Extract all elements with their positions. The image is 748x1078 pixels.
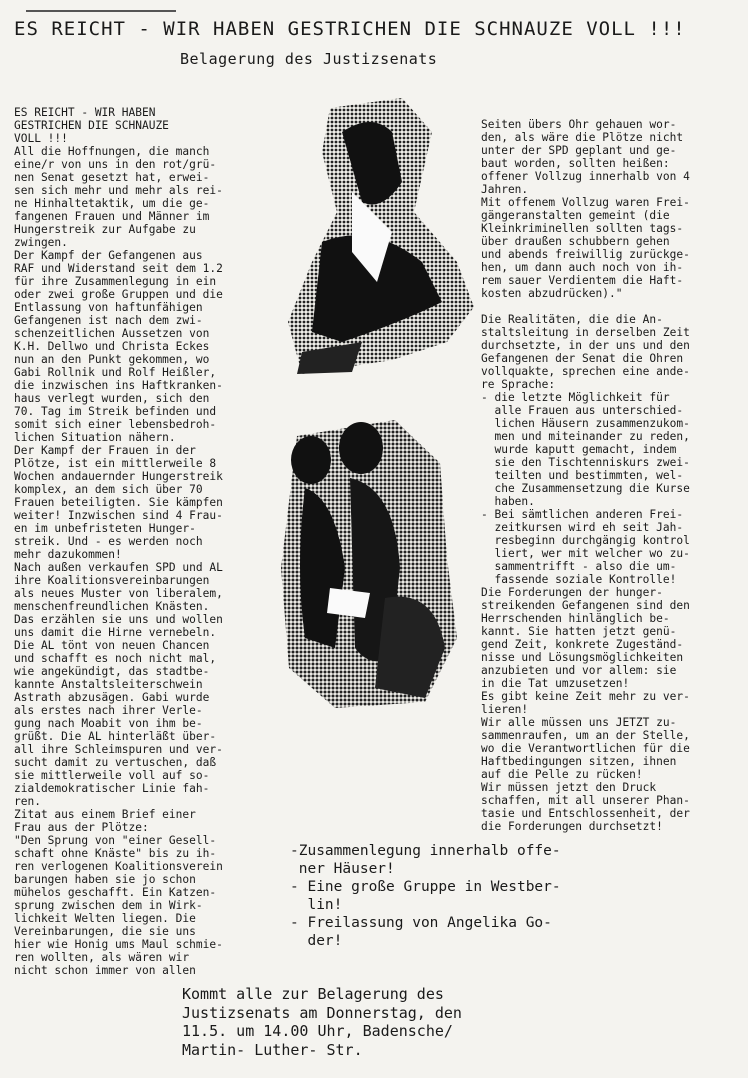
text-line: auf die Pelle zu rücken! <box>481 768 643 781</box>
text-line: ren verlogenen Koalitionsverein <box>14 860 223 873</box>
text-line: sucht damit zu vertuschen, daß <box>14 756 217 769</box>
text-line: GESTRICHEN DIE SCHNAUZE <box>14 119 169 132</box>
text-line: - Bei sämtlichen anderen Frei- <box>481 508 684 521</box>
text-line: Frauen beteiligten. Sie kämpfen <box>14 496 223 509</box>
text-line: kosten abzudrücken)." <box>481 287 623 300</box>
text-line: all ihre Schleimspuren und ver- <box>14 743 223 756</box>
demands-list <box>290 806 561 968</box>
text-line: wo die Verantwortlichen für die <box>481 742 690 755</box>
text-line: lichen Situation nähern. <box>14 431 176 444</box>
text-line: schaffen, mit all unserer Phan- <box>481 794 690 807</box>
text-line: mühelos geschafft. Ein Katzen- <box>14 886 217 899</box>
text-line: gend Zeit, konkrete Zugeständ- <box>481 638 684 651</box>
text-line: gängeranstalten gemeint (die <box>481 209 670 222</box>
text-line: somit sich einer lebensbedroh- <box>14 418 217 431</box>
text-line: nun an den Punkt gekommen, wo <box>14 353 210 366</box>
text-line: fangenen Frauen und Männer im <box>14 210 210 223</box>
text-line: kannte Anstaltsleiterschwein <box>14 678 203 691</box>
text-line: sprung zwischen dem in Wirk- <box>14 899 203 912</box>
text-line: die inzwischen ins Haftkranken- <box>14 379 223 392</box>
text-line: Jahren. <box>481 183 529 196</box>
text-line: lichen Häusern zusammenzukom- <box>481 417 690 430</box>
text-line: Plötze, ist ein mittlerweile 8 <box>14 457 217 470</box>
text-line: liert, wer mit welcher wo zu- <box>481 547 690 560</box>
text-line: staltsleitung in derselben Zeit <box>481 326 690 339</box>
text-line: baut worden, sollten heißen: <box>481 157 670 170</box>
text-line: Gefangenen der Senat die Ohren <box>481 352 684 365</box>
text-line: sammentrifft - also die um- <box>481 560 677 573</box>
text-line: hier wie Honig ums Maul schmie- <box>14 938 223 951</box>
text-line: als erstes nach ihrer Verle- <box>14 704 203 717</box>
headline: ES REICHT - WIR HABEN GESTRICHEN DIE SCHNAUZE VOLL !!! <box>14 18 686 40</box>
text-line: - die letzte Möglichkeit für <box>481 391 670 404</box>
subtitle: Belagerung des Justizsenats <box>180 50 438 68</box>
text-line: wie angekündigt, das stadtbe- <box>14 665 210 678</box>
scan-edge-mark <box>6 0 306 5</box>
photo-seated-figures <box>275 418 465 710</box>
text-line: oder zwei große Gruppen und die <box>14 288 223 301</box>
text-line <box>481 300 690 313</box>
text-line: nicht schon immer von allen <box>14 964 196 977</box>
text-line: Gefangenen ist nach dem zwi- <box>14 314 203 327</box>
text-line: weiter! Inzwischen sind 4 Frau- <box>14 509 223 522</box>
text-line: unter der SPD geplant und ge- <box>481 144 677 157</box>
text-line: Vereinbarungen, die sie uns <box>14 925 196 938</box>
text-line: und schafft es noch nicht mal, <box>14 652 217 665</box>
text-line: kannt. Sie hatten jetzt genü- <box>481 625 677 638</box>
text-line: Wir alle müssen uns JETZT zu- <box>481 716 677 729</box>
text-line: ihre Koalitionsvereinbarungen <box>14 574 210 587</box>
text-line: schenzeitlichen Aussetzen von <box>14 327 210 340</box>
text-line: K.H. Dellwo und Christa Eckes <box>14 340 210 353</box>
text-line: sie den Tischtenniskurs zwei- <box>481 456 690 469</box>
text-line: Astrath abzusägen. Gabi wurde <box>14 691 210 704</box>
text-line: fassende soziale Kontrolle! <box>481 573 677 586</box>
text-line: als neues Muster von liberalem, <box>14 587 223 600</box>
photo-running-figure <box>282 92 482 382</box>
text-line: zwingen. <box>14 236 68 249</box>
callout-line: Justizsenats am Donnerstag, den <box>182 1003 462 1022</box>
text-line: Nach außen verkaufen SPD und AL <box>14 561 223 574</box>
text-line: die Forderungen durchsetzt! <box>481 820 663 833</box>
text-line: für ihre Zusammenlegung in ein <box>14 275 217 288</box>
text-line: "Den Sprung von "einer Gesell- <box>14 834 217 847</box>
text-line: en im unbefristeten Hunger- <box>14 522 196 535</box>
text-line: RAF und Widerstand seit dem 1.2 <box>14 262 223 275</box>
text-line: Der Kampf der Gefangenen aus <box>14 249 203 262</box>
text-line: hen, um dann auch noch von ih- <box>481 261 684 274</box>
text-line: ren. <box>14 795 41 808</box>
callout-line: Martin- Luther- Str. <box>182 1040 363 1059</box>
text-line: teilten und bestimmten, wel- <box>481 469 684 482</box>
demand-line: der! <box>290 933 343 949</box>
text-line: Frau aus der Plötze: <box>14 821 149 834</box>
text-line: rem sauer Verdientem die Haft- <box>481 274 684 287</box>
text-line: Wir müssen jetzt den Druck <box>481 781 657 794</box>
text-line: re Sprache: <box>481 378 556 391</box>
demand-line: - Eine große Gruppe in Westber- <box>290 879 561 895</box>
callout-line: 11.5. um 14.00 Uhr, Badensche/ <box>182 1022 453 1040</box>
text-line: alle Frauen aus unterschied- <box>481 404 684 417</box>
demand-line: lin! <box>290 897 343 913</box>
right-column <box>481 92 690 846</box>
text-line: uns damit die Hirne vernebeln. <box>14 626 217 639</box>
text-line: sie mittlerweile voll auf so- <box>14 769 210 782</box>
text-line: VOLL !!! <box>14 132 68 145</box>
text-line: Der Kampf der Frauen in der <box>14 444 196 457</box>
text-line: 70. Tag im Streik befinden und <box>14 405 217 418</box>
text-line: gung nach Moabit von ihm be- <box>14 717 203 730</box>
text-line: zeitkursen wird eh seit Jah- <box>481 521 684 534</box>
text-line: Zitat aus einem Brief einer <box>14 808 196 821</box>
text-line: lichkeit Welten liegen. Die <box>14 912 196 925</box>
text-line: eine/r von uns in den rot/grü- <box>14 158 217 171</box>
text-line: nen Senat gesetzt hat, erwei- <box>14 171 210 184</box>
text-line: menschenfreundlichen Knästen. <box>14 600 210 613</box>
text-line: men und miteinander zu reden, <box>481 430 690 443</box>
text-line: Herrschenden hinlänglich be- <box>481 612 670 625</box>
text-line: durchsetzte, in der uns und den <box>481 339 690 352</box>
text-line: mehr dazukommen! <box>14 548 122 561</box>
text-line: den, als wäre die Plötze nicht <box>481 131 684 144</box>
text-line: komplex, an dem sich über 70 <box>14 483 203 496</box>
text-line: Hungerstreik zur Aufgabe zu <box>14 223 196 236</box>
text-line: schaft ohne Knäste" bis zu ih- <box>14 847 217 860</box>
text-line: resbeginn durchgängig kontrol <box>481 534 690 547</box>
text-line: anzubieten und vor allem: sie <box>481 664 677 677</box>
callout-line: Kommt alle zur Belagerung des <box>182 985 444 1003</box>
text-line: Wochen andauernder Hungerstreik <box>14 470 223 483</box>
text-line: lieren! <box>481 703 529 716</box>
text-line: All die Hoffnungen, die manch <box>14 145 210 158</box>
text-line: che Zusammensetzung die Kurse <box>481 482 690 495</box>
text-line: Seiten übers Ohr gehauen wor- <box>481 118 677 131</box>
text-line: Das erzählen sie uns und wollen <box>14 613 223 626</box>
text-line: Die Forderungen der hunger- <box>481 586 663 599</box>
demand-line: - Freilassung von Angelika Go- <box>290 915 552 931</box>
text-line: Mit offenem Vollzug waren Frei- <box>481 196 690 209</box>
text-line: vollquakte, sprechen eine ande- <box>481 365 690 378</box>
text-line: nisse und Lösungsmöglichkeiten <box>481 651 684 664</box>
text-line: und abends freiwillig zurückge- <box>481 248 690 261</box>
text-line: Kleinkriminellen sollten tags- <box>481 222 684 235</box>
text-line: tasie und Entschlossenheit, der <box>481 807 690 820</box>
text-line: grüßt. Die AL hinterläßt über- <box>14 730 217 743</box>
text-line: ES REICHT - WIR HABEN <box>14 106 156 119</box>
text-line: ren wollten, als wären wir <box>14 951 190 964</box>
text-line: Die AL tönt von neuen Chancen <box>14 639 210 652</box>
text-line: zialdemokratischer Linie fah- <box>14 782 210 795</box>
text-line: offener Vollzug innerhalb von 4 <box>481 170 690 183</box>
text-line: Haftbedingungen sitzen, ihnen <box>481 755 677 768</box>
demand-line: ner Häuser! <box>290 861 395 877</box>
text-line: Gabi Rollnik und Rolf Heißler, <box>14 366 217 379</box>
text-line: ne Hinhaltetaktik, um die ge- <box>14 197 210 210</box>
text-line: wurde kaputt gemacht, indem <box>481 443 677 456</box>
text-line: über draußen schubbern gehen <box>481 235 670 248</box>
text-line: sen sich mehr und mehr als rei- <box>14 184 223 197</box>
event-callout <box>182 948 462 1078</box>
text-line: Es gibt keine Zeit mehr zu ver- <box>481 690 690 703</box>
text-line: haus verlegt wurden, sich den <box>14 392 210 405</box>
demand-line: -Zusammenlegung innerhalb offe- <box>290 843 561 859</box>
text-line: barungen haben sie jo schon <box>14 873 196 886</box>
text-line: Entlassung von haftunfähigen <box>14 301 203 314</box>
text-line: haben. <box>481 495 535 508</box>
text-line: streikenden Gefangenen sind den <box>481 599 690 612</box>
text-line: sammenraufen, um an der Stelle, <box>481 729 690 742</box>
left-column <box>14 80 223 990</box>
text-line: streik. Und - es werden noch <box>14 535 203 548</box>
text-line: Die Realitäten, die die An- <box>481 313 663 326</box>
text-line: in die Tat umzusetzen! <box>481 677 630 690</box>
